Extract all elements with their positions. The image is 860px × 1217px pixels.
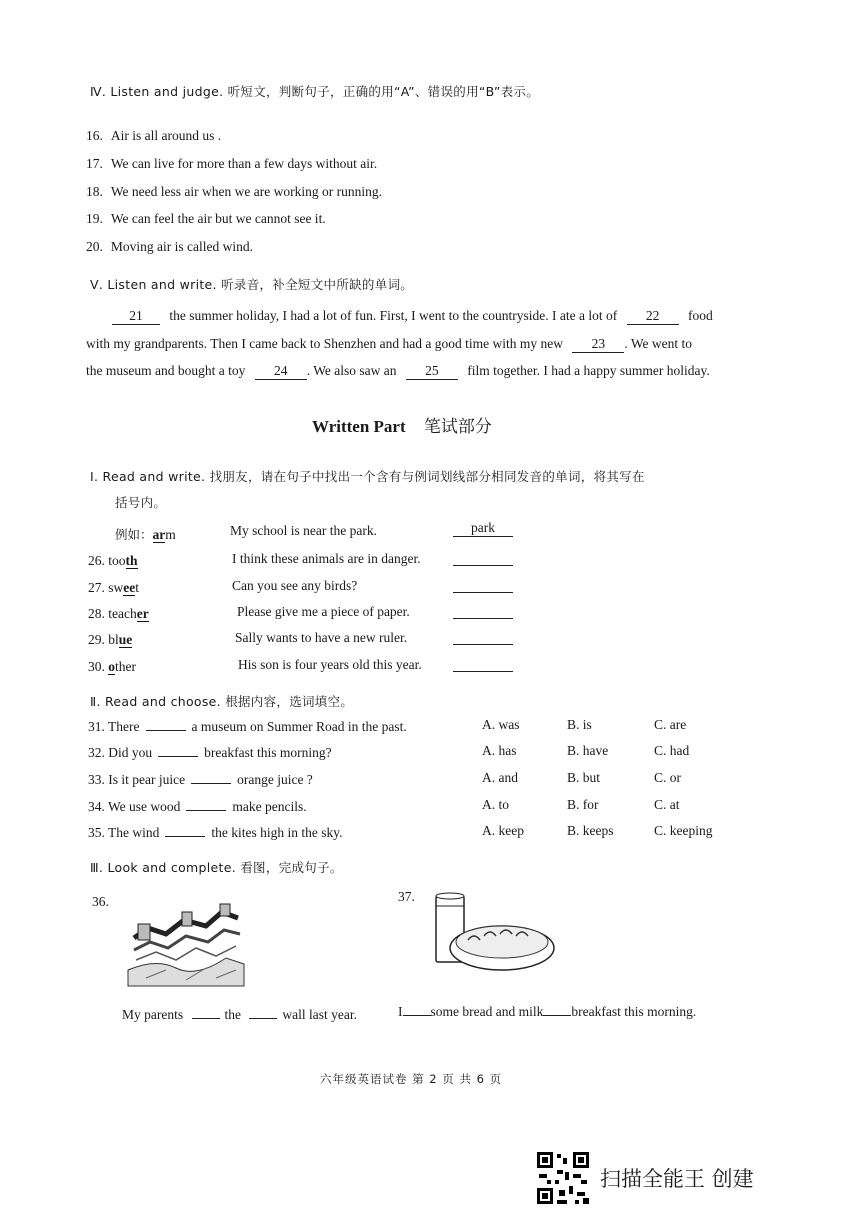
option-b[interactable]: B. is <box>567 717 592 732</box>
choose-blank[interactable] <box>158 756 198 757</box>
blank-37b[interactable] <box>543 1015 571 1016</box>
answer-blank[interactable] <box>453 644 513 645</box>
choose-blank[interactable] <box>146 730 186 731</box>
option-c[interactable]: C. keeping <box>654 823 713 838</box>
choose-blank[interactable] <box>186 810 226 811</box>
question-36-sentence: My parents the wall last year. <box>122 1007 357 1022</box>
choose-blank[interactable] <box>165 836 205 837</box>
item-word: 27. sweet <box>88 580 140 595</box>
section-heading-look-complete: Ⅲ. Look and complete. 看图，完成句子。 <box>90 860 343 875</box>
blank-22[interactable]: 22 <box>627 308 679 325</box>
passage-line-2: with my grandparents. Then I came back to Shenzhen and had a good time with my new 23 . We went to <box>86 336 693 351</box>
section-heading-read-write: Ⅰ. Read and write. 找朋友，请在句子中找出一个含有与例词划线部分相同发音的单词，将其写在 <box>90 469 645 484</box>
qr-code-icon <box>535 1150 591 1206</box>
section-heading-read-choose: Ⅱ. Read and choose. 根据内容，选词填空。 <box>90 694 354 709</box>
judge-item: 20. Moving air is called wind. <box>86 239 253 254</box>
bread-milk-picture <box>430 890 555 980</box>
blank-36b[interactable] <box>249 1018 277 1019</box>
option-a[interactable]: A. has <box>482 743 517 758</box>
answer-blank[interactable] <box>453 618 513 619</box>
judge-item: 19. We can feel the air but we cannot see it. <box>86 211 326 226</box>
blank-23[interactable]: 23 <box>572 336 624 353</box>
option-b[interactable]: B. for <box>567 797 599 812</box>
blank-25[interactable]: 25 <box>406 363 458 380</box>
page-footer: 六年级英语试卷 第 2 页 共 6 页 <box>320 1072 503 1086</box>
blank-21[interactable]: 21 <box>112 308 160 325</box>
choose-item: 34. We use wood make pencils. <box>88 799 307 814</box>
option-a[interactable]: A. to <box>482 797 509 812</box>
judge-item: 18. We need less air when we are working or running. <box>86 184 382 199</box>
item-sentence: His son is four years old this year. <box>238 657 422 672</box>
option-b[interactable]: B. have <box>567 743 609 758</box>
judge-item: 17. We can live for more than a few days without air. <box>86 156 378 171</box>
section-heading-listen-judge: Ⅳ. Listen and judge. 听短文，判断句子，正确的用“A”、错误的用“B”表示。 <box>90 84 540 99</box>
option-b[interactable]: B. keeps <box>567 823 614 838</box>
judge-item: 16. Air is all around us . <box>86 128 222 143</box>
example-word: 例如：arm <box>115 527 176 542</box>
section-heading-listen-write: Ⅴ. Listen and write. 听录音，补全短文中所缺的单词。 <box>90 277 414 292</box>
choose-item: 31. There a museum on Summer Road in the past. <box>88 719 407 734</box>
item-sentence: Can you see any birds? <box>232 578 358 593</box>
great-wall-picture <box>126 898 246 993</box>
answer-blank[interactable] <box>453 671 513 672</box>
written-part-title: Written Part 笔试部分 <box>312 417 492 437</box>
item-word: 28. teacher <box>88 606 149 621</box>
example-sentence: My school is near the park. <box>230 523 377 538</box>
option-b[interactable]: B. but <box>567 770 601 785</box>
item-word: 26. tooth <box>88 553 138 568</box>
item-sentence: I think these animals are in danger. <box>232 551 421 566</box>
blank-24[interactable]: 24 <box>255 363 307 380</box>
option-c[interactable]: C. or <box>654 770 681 785</box>
answer-blank[interactable] <box>453 592 513 593</box>
question-36-number: 36. <box>92 894 109 909</box>
option-c[interactable]: C. at <box>654 797 680 812</box>
item-sentence: Sally wants to have a new ruler. <box>235 630 408 645</box>
option-c[interactable]: C. are <box>654 717 687 732</box>
choose-item: 32. Did you breakfast this morning? <box>88 745 332 760</box>
passage-line-3: the museum and bought a toy 24 . We also saw an 25 film together. I had a happy summer holiday. <box>86 363 710 378</box>
example-answer: park <box>453 520 513 537</box>
answer-blank[interactable] <box>453 565 513 566</box>
passage-line-1: 21 the summer holiday, I had a lot of fun. First, I went to the countryside. I ate a lot of 22 food <box>112 308 713 325</box>
choose-item: 33. Is it pear juice orange juice ? <box>88 772 313 787</box>
option-a[interactable]: A. was <box>482 717 520 732</box>
item-word: 30. other <box>88 659 136 674</box>
blank-36a[interactable] <box>192 1018 220 1019</box>
blank-37a[interactable] <box>403 1015 431 1016</box>
item-word: 29. blue <box>88 632 133 647</box>
choose-item: 35. The wind the kites high in the sky. <box>88 825 343 840</box>
choose-blank[interactable] <box>191 783 231 784</box>
section-heading-read-write-cont: 括号内。 <box>115 495 167 510</box>
option-a[interactable]: A. keep <box>482 823 524 838</box>
option-a[interactable]: A. and <box>482 770 518 785</box>
option-c[interactable]: C. had <box>654 743 690 758</box>
question-37-number: 37. <box>398 889 415 904</box>
item-sentence: Please give me a piece of paper. <box>237 604 410 619</box>
scanner-watermark: 扫描全能王 创建 <box>600 1167 754 1191</box>
question-37-sentence: I some bread and milk breakfast this morning. <box>398 1004 697 1019</box>
